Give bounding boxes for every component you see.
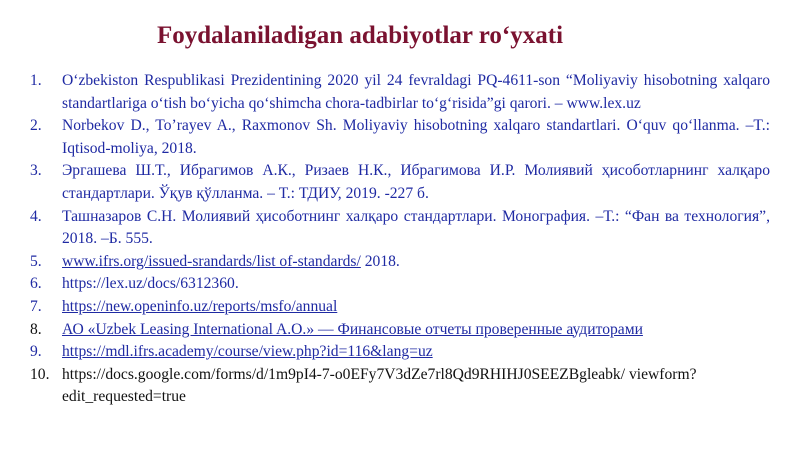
reference-number: 3. [30, 162, 42, 180]
reference-text: Ташназаров С.Н. Молиявий ҳисоботнинг халқаро стандартлари. Монография. –Т.: “Фан ва технология”, 2018. –Б. 555. [62, 207, 770, 248]
reference-text [62, 341, 770, 364]
reference-item-9 [30, 341, 770, 364]
reference-link[interactable]: АО «Uzbek Leasing International A.O.» — Финансовые отчеты проверенные аудиторами [62, 320, 643, 338]
reference-item-3 [30, 160, 770, 205]
reference-number: 4. [30, 207, 42, 225]
reference-item-2 [30, 115, 770, 160]
reference-number: 9. [30, 343, 42, 361]
reference-item-5 [30, 251, 770, 274]
reference-text [62, 251, 770, 274]
reference-item-6 [30, 273, 770, 296]
reference-number: 7. [30, 297, 42, 315]
reference-link[interactable]: https://mdl.ifrs.academy/course/view.php?id=116&lang=uz [62, 343, 433, 361]
reference-item-8 [30, 319, 770, 342]
reference-text: https://lex.uz/docs/6312360. [62, 275, 239, 293]
reference-number: 2. [30, 117, 42, 135]
reference-number: 1. [30, 72, 42, 89]
reference-number: 6. [30, 275, 42, 293]
reference-item-10 [30, 364, 770, 409]
reference-number: 5. [30, 252, 42, 270]
reference-text [62, 296, 770, 319]
reference-text: https://docs.google.com/forms/d/1m9pI4-7-o0EFy7V3dZe7rl8Qd9RHIHJ0SEEZBgleabk/ viewform?edit_requested=true [62, 365, 697, 406]
reference-year: 2018. [360, 252, 400, 270]
reference-item-4 [30, 206, 770, 251]
reference-text: Norbekov D., To’rayev A., Raxmonov Sh. Moliyaviy hisobotning xalqaro standartlari. O‘quv qo‘llanma. –T.: Iqtisod-moliya, 2018. [62, 117, 770, 157]
reference-number: 8. [30, 320, 42, 338]
reference-link[interactable]: www.ifrs.org/issued-srandards/list of-standards/ [62, 252, 361, 270]
reference-link[interactable]: https://new.openinfo.uz/reports/msfo/annual [62, 297, 338, 315]
reference-number: 10. [30, 365, 50, 383]
reference-item-1 [30, 70, 770, 115]
reference-item-7 [30, 296, 770, 319]
reference-list [30, 70, 770, 409]
reference-text: Эргашева Ш.Т., Ибрагимов А.К., Ризаев Н.К., Ибрагимова И.Р. Молиявий ҳисоботларнинг халқаро стандартлари. Ўқув қўлланма. – Т.: ТДИУ, 2019. -227 б. [62, 162, 770, 202]
reference-text: O‘zbekiston Respublikasi Prezidentining 2020 yil 24 fevraldagi PQ-4611-son “Moliyaviy hisobotning xalqaro standartlariga o‘tish bo‘yicha qo‘shimcha chora-tadbirlar to‘g‘risida”gi qarori. – www.lex.uz [62, 72, 770, 112]
slide-title: Foydalaniladigan adabiyotlar ro‘yxati [156, 22, 564, 49]
reference-text [62, 319, 770, 342]
